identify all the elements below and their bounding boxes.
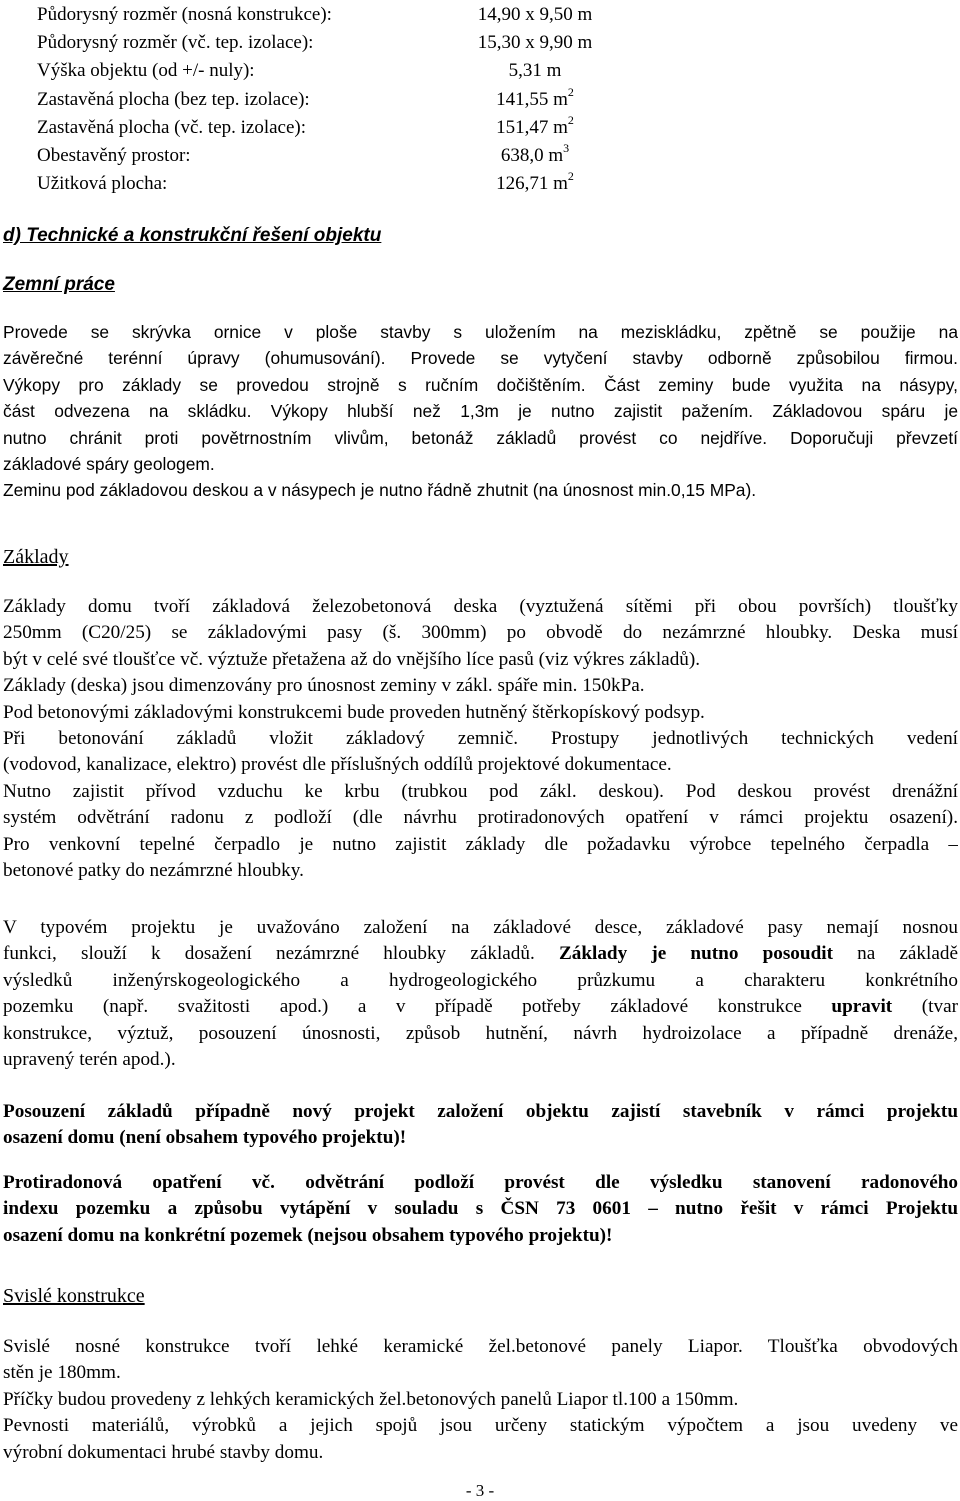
spec-value — [435, 171, 635, 197]
text-line: upravený terén apod.). — [3, 1048, 176, 1070]
text-line: Při betonování základů vložit základový zemnič. Prostupy jednotlivých technických vedení — [3, 727, 958, 749]
spec-label: Půdorysný rozměr (vč. tep. izolace): — [37, 32, 314, 54]
text-line: Svislé nosné konstrukce tvoří lehké keramické žel.betonové panely Liapor. Tloušťka obvodových — [3, 1336, 958, 1357]
spec-label: Zastavěná plocha (vč. tep. izolace): — [37, 116, 307, 138]
text-line: Protiradonová opatření vč. odvětrání podloží provést dle výsledku stanovení radonového — [3, 1172, 958, 1193]
text-line: část odvezena na skládku. Výkopy hlubší než 1,3m je nutno zajistit pažením. Základovou spáru je — [3, 401, 958, 422]
text-line: Zeminu pod základovou deskou a v násypech je nutno řádně zhutnit (na únosnost min.0,15 MPa). — [3, 480, 757, 501]
text-line: Provede se skrývka ornice v ploše stavby s uložením na meziskládku, zpětně se použije na — [3, 322, 958, 342]
text-line: osazení domu (není obsahem typového projektu)! — [3, 1127, 407, 1149]
spec-row — [37, 112, 637, 143]
section-d-heading: d) Technické a konstrukční řešení objektu — [3, 225, 382, 246]
spec-row — [37, 84, 637, 115]
spec-value — [435, 140, 635, 169]
spec-label: Zastavěná plocha (bez tep. izolace): — [37, 88, 310, 110]
text-line: závěrečné terénní úpravy (ohumusování). Provede se vytyčení stavby odborně způsobilou firmou. — [3, 348, 958, 369]
text-line: výrobní dokumentaci hrubé stavby domu. — [3, 1441, 324, 1463]
text-line: indexu pozemku a způsobu vytápění v souladu s ČSN 73 0601 – nutno řešit v rámci Projektu — [3, 1198, 958, 1220]
svisle-heading: Svislé konstrukce — [3, 1285, 145, 1307]
spec-value — [435, 30, 635, 56]
spec-table — [37, 2, 637, 199]
zemni-prace-text — [3, 319, 958, 504]
spec-value — [435, 2, 635, 28]
spec-value-text: 14,90 x 9,50 m — [477, 4, 593, 25]
text-line: systém odvětrání radonu z podloží (dle návrhu protiradonových opatření v rámci projektu osazení). — [3, 807, 958, 829]
spec-label: Půdorysný rozměr (nosná konstrukce): — [37, 4, 332, 25]
text-line: výsledků inženýrskogeologického a hydrogeologického průzkumu a charakteru konkrétního — [3, 969, 958, 991]
text-line: základové spáry geologem. — [3, 453, 215, 474]
text-line: nutno chránit proti povětrnostním vlivům, betonáž základů provést co nejdříve. Doporučuji převzetí — [3, 427, 958, 448]
spec-value-exponent: 2 — [567, 169, 574, 184]
text-line: osazení domu na konkrétní pozemek (nejsou obsahem typového projektu)! — [3, 1224, 613, 1246]
text-line — [3, 941, 958, 967]
spec-row — [37, 58, 637, 86]
spec-row — [37, 2, 637, 30]
spec-value-text: 638,0 m — [500, 144, 564, 166]
spec-row — [37, 140, 637, 171]
spec-value — [435, 58, 635, 84]
text-line: betonové patky do nezámrzné hloubky. — [3, 859, 304, 881]
spec-value — [435, 112, 635, 141]
spec-value-exponent: 2 — [567, 84, 574, 99]
text-line: Pod betonovými základovými konstrukcemi bude proveden hutněný štěrkopískový podsyp. — [3, 701, 705, 723]
spec-label: Užitková plocha: — [37, 173, 168, 195]
spec-value-exponent: 2 — [567, 112, 574, 127]
text-line: Příčky budou provedeny z lehkých keramických žel.betonových panelů Liapor tl.100 a 150mm. — [3, 1388, 739, 1410]
text-line: konstrukce, výztuž, posouzení únosnosti, způsob hutnění, návrh hydroizolace a případně drenáže, — [3, 1022, 958, 1044]
text-line: V typovém projektu je uvažováno založení na základové desce, základové pasy nemají nosnou — [3, 917, 958, 938]
text-line: Základy domu tvoří základová železobetonová deska (vyztužená sítěmi při obou površích) tloušťky — [3, 596, 958, 617]
zaklady-para-1 — [3, 594, 958, 884]
zemni-prace-heading: Zemní práce — [3, 274, 115, 295]
text-line: stěn je 180mm. — [3, 1362, 121, 1384]
text-line: Pevnosti materiálů, výrobků a jejich spojů jsou určeny statickým výpočtem a jsou uvedeny ve — [3, 1415, 958, 1437]
text-run: pozemku (např. svažitosti apod.) a v případě potřeby základové konstrukce — [3, 996, 832, 1018]
text-line: Posouzení základů případně nový projekt založení objektu zajistí stavebník v rámci projektu — [3, 1101, 958, 1122]
text-line: 250mm (C20/25) se základovými pasy (š. 300mm) po obvodě do nezámrzné hloubky. Deska musí — [3, 622, 958, 644]
text-line: Pro venkovní tepelné čerpadlo je nutno zajistit základy dle požadavku výrobce tepelného čerpadla – — [3, 833, 958, 855]
svisle-text — [3, 1334, 958, 1466]
text-line: Nutno zajistit přívod vzduchu ke krbu (trubkou pod zákl. deskou). Pod deskou provést drenážní — [3, 780, 958, 802]
zaklady-para-3 — [3, 1099, 958, 1152]
spec-row — [37, 30, 637, 58]
spec-value-text: 151,47 m — [496, 116, 568, 138]
spec-value — [435, 84, 635, 113]
spec-value-text: 141,55 m — [496, 88, 568, 110]
text-line: být v celé své tloušťce vč. výztuže přetažena až do vnějšího líce pasů (viz výkres základů). — [3, 648, 701, 670]
text-run: na základě — [832, 943, 958, 965]
bold-run: Základy je nutno posoudit — [558, 943, 833, 965]
zaklady-para-2 — [3, 915, 958, 1073]
spec-row — [37, 171, 637, 199]
text-line: Výkopy pro základy se provedou strojně s ručním dočištěním. Část zeminy bude využita na násypy, — [3, 374, 958, 395]
spec-value-text: 15,30 x 9,90 m — [477, 32, 593, 54]
spec-label: Obestavěný prostor: — [37, 144, 191, 166]
bold-run: upravit — [831, 996, 893, 1018]
page-number: - 3 - — [465, 1481, 495, 1500]
text-run: (tvar — [892, 996, 958, 1018]
text-run: funkci, slouží k dosažení nezámrzné hloubky základů. — [3, 943, 559, 965]
spec-value-text: 126,71 m — [496, 173, 568, 195]
spec-value-text: 5,31 m — [508, 60, 562, 82]
zaklady-heading: Základy — [3, 546, 69, 568]
text-line: (vodovod, kanalizace, elektro) provést dle příslušných oddílů projektové dokumentace. — [3, 754, 672, 776]
text-line: Základy (deska) jsou dimenzovány pro únosnost zeminy v zákl. spáře min. 150kPa. — [3, 675, 645, 697]
spec-label: Výška objektu (od +/- nuly): — [37, 60, 255, 82]
text-line — [3, 994, 958, 1020]
spec-value-exponent: 3 — [563, 140, 570, 155]
zaklady-para-4 — [3, 1170, 958, 1249]
